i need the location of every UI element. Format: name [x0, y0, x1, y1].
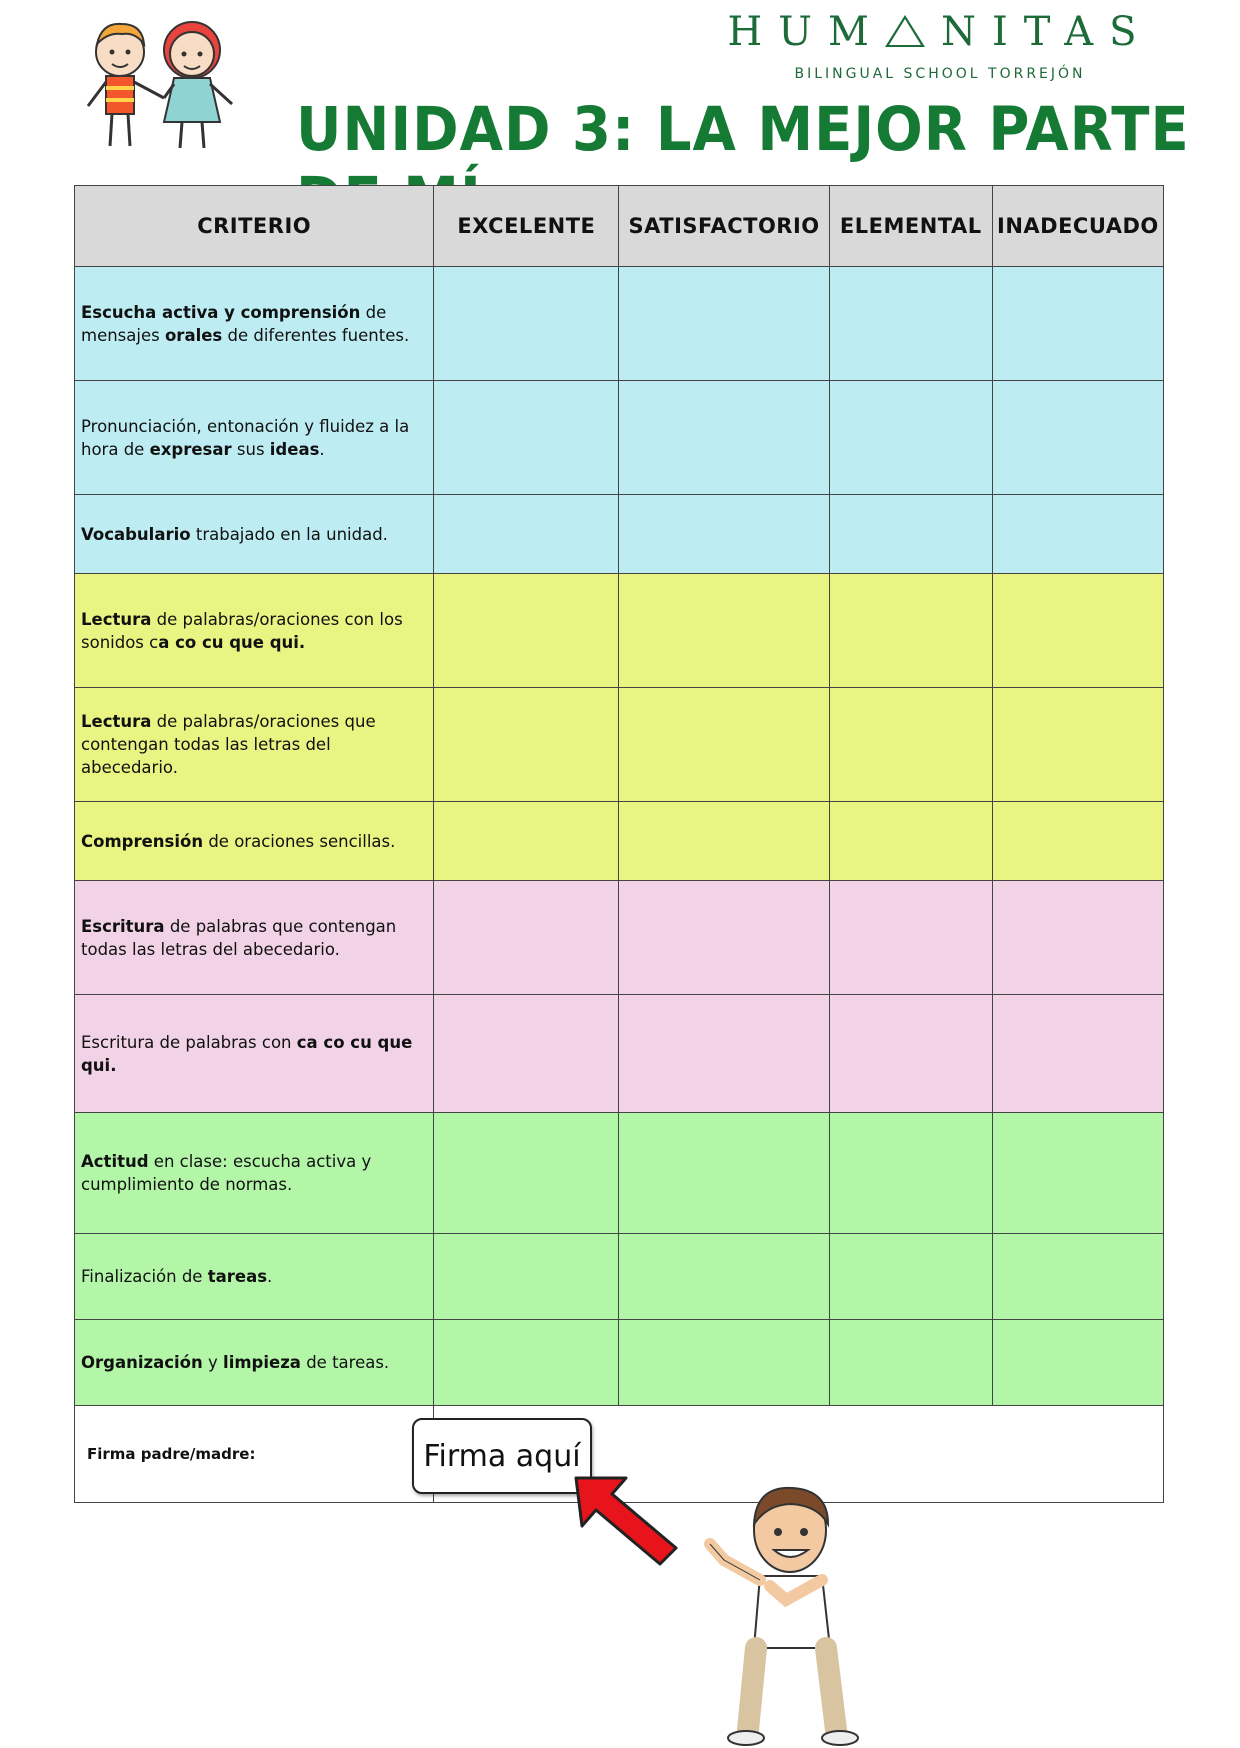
table-header-row: [75, 186, 1164, 267]
criterion-text: Escritura de palabras que contengan todas las letras del abecedario.: [75, 881, 434, 995]
criterion-text: Lectura de palabras/oraciones que contengan todas las letras del abecedario.: [75, 688, 434, 802]
excelente-cell[interactable]: [434, 574, 619, 688]
satisfactorio-cell[interactable]: [619, 381, 829, 495]
excelente-cell[interactable]: [434, 802, 619, 881]
logo-text-2: NITAS: [940, 9, 1153, 55]
table-row: [75, 881, 1164, 995]
excelente-cell[interactable]: [434, 1113, 619, 1234]
children-illustration: [80, 14, 270, 164]
header-criterio: CRITERIO: [75, 186, 434, 267]
inadecuado-cell[interactable]: [992, 1320, 1163, 1406]
inadecuado-cell[interactable]: [992, 995, 1163, 1113]
logo-subtitle: BILINGUAL SCHOOL TORREJÓN: [794, 66, 1086, 82]
inadecuado-cell[interactable]: [992, 802, 1163, 881]
inadecuado-cell[interactable]: [992, 688, 1163, 802]
table-row: [75, 574, 1164, 688]
elemental-cell[interactable]: [829, 802, 992, 881]
excelente-cell[interactable]: [434, 1234, 619, 1320]
signature-label-cell: [75, 1406, 434, 1503]
satisfactorio-cell[interactable]: [619, 267, 829, 381]
teacher-avatar: [690, 1480, 870, 1748]
logo-triangle-icon: [885, 15, 925, 47]
school-logo: [720, 8, 1160, 82]
satisfactorio-cell[interactable]: [619, 881, 829, 995]
excelente-cell[interactable]: [434, 1320, 619, 1406]
inadecuado-cell[interactable]: [992, 1234, 1163, 1320]
table-row: [75, 1113, 1164, 1234]
elemental-cell[interactable]: [829, 495, 992, 574]
page-title: UNIDAD 3: LA MEJOR PARTE: [296, 94, 1190, 165]
inadecuado-cell[interactable]: [992, 574, 1163, 688]
elemental-cell[interactable]: [829, 688, 992, 802]
elemental-cell[interactable]: [829, 574, 992, 688]
excelente-cell[interactable]: [434, 881, 619, 995]
table-row: [75, 802, 1164, 881]
table-row: [75, 381, 1164, 495]
satisfactorio-cell[interactable]: [619, 495, 829, 574]
table-row: [75, 1320, 1164, 1406]
satisfactorio-cell[interactable]: [619, 802, 829, 881]
criterion-text: Escucha activa y comprensión de mensajes orales de diferentes fuentes.: [75, 267, 434, 381]
criterion-text: Lectura de palabras/oraciones con los sonidos ca co cu que qui.: [75, 574, 434, 688]
inadecuado-cell[interactable]: [992, 381, 1163, 495]
excelente-cell[interactable]: [434, 267, 619, 381]
header-elemental: ELEMENTAL: [829, 186, 992, 267]
criterion-text: Escritura de palabras con ca co cu que qui.: [75, 995, 434, 1113]
logo-text-1: HUM: [727, 9, 885, 55]
satisfactorio-cell[interactable]: [619, 1234, 829, 1320]
table-row: [75, 267, 1164, 381]
criterion-text: Vocabulario trabajado en la unidad.: [75, 495, 434, 574]
satisfactorio-cell[interactable]: [619, 995, 829, 1113]
elemental-cell[interactable]: [829, 381, 992, 495]
inadecuado-cell[interactable]: [992, 1113, 1163, 1234]
criterion-text: Actitud en clase: escucha activa y cumplimiento de normas.: [75, 1113, 434, 1234]
elemental-cell[interactable]: [829, 1234, 992, 1320]
criterion-text: Pronunciación, entonación y fluidez a la hora de expresar sus ideas.: [75, 381, 434, 495]
criterion-text: Comprensión de oraciones sencillas.: [75, 802, 434, 881]
excelente-cell[interactable]: [434, 688, 619, 802]
red-arrow-icon: [566, 1468, 686, 1568]
elemental-cell[interactable]: [829, 881, 992, 995]
elemental-cell[interactable]: [829, 267, 992, 381]
satisfactorio-cell[interactable]: [619, 688, 829, 802]
signature-box[interactable]: Firma aquí: [412, 1418, 592, 1494]
excelente-cell[interactable]: [434, 495, 619, 574]
evaluation-rubric-table: [74, 185, 1164, 1503]
header-excelente: EXCELENTE: [434, 186, 619, 267]
signature-label: Firma padre/madre:: [87, 1445, 256, 1463]
inadecuado-cell[interactable]: [992, 267, 1163, 381]
inadecuado-cell[interactable]: [992, 881, 1163, 995]
header-satisfactorio: SATISFACTORIO: [619, 186, 829, 267]
criterion-text: Organización y limpieza de tareas.: [75, 1320, 434, 1406]
criterion-text: Finalización de tareas.: [75, 1234, 434, 1320]
satisfactorio-cell[interactable]: [619, 1320, 829, 1406]
inadecuado-cell[interactable]: [992, 495, 1163, 574]
table-row: [75, 688, 1164, 802]
table-row: [75, 495, 1164, 574]
logo-wordmark: [720, 8, 1160, 56]
satisfactorio-cell[interactable]: [619, 1113, 829, 1234]
header-inadecuado: INADECUADO: [992, 186, 1163, 267]
table-row: [75, 1234, 1164, 1320]
excelente-cell[interactable]: [434, 381, 619, 495]
elemental-cell[interactable]: [829, 995, 992, 1113]
elemental-cell[interactable]: [829, 1113, 992, 1234]
table-row: [75, 995, 1164, 1113]
elemental-cell[interactable]: [829, 1320, 992, 1406]
excelente-cell[interactable]: [434, 995, 619, 1113]
satisfactorio-cell[interactable]: [619, 574, 829, 688]
